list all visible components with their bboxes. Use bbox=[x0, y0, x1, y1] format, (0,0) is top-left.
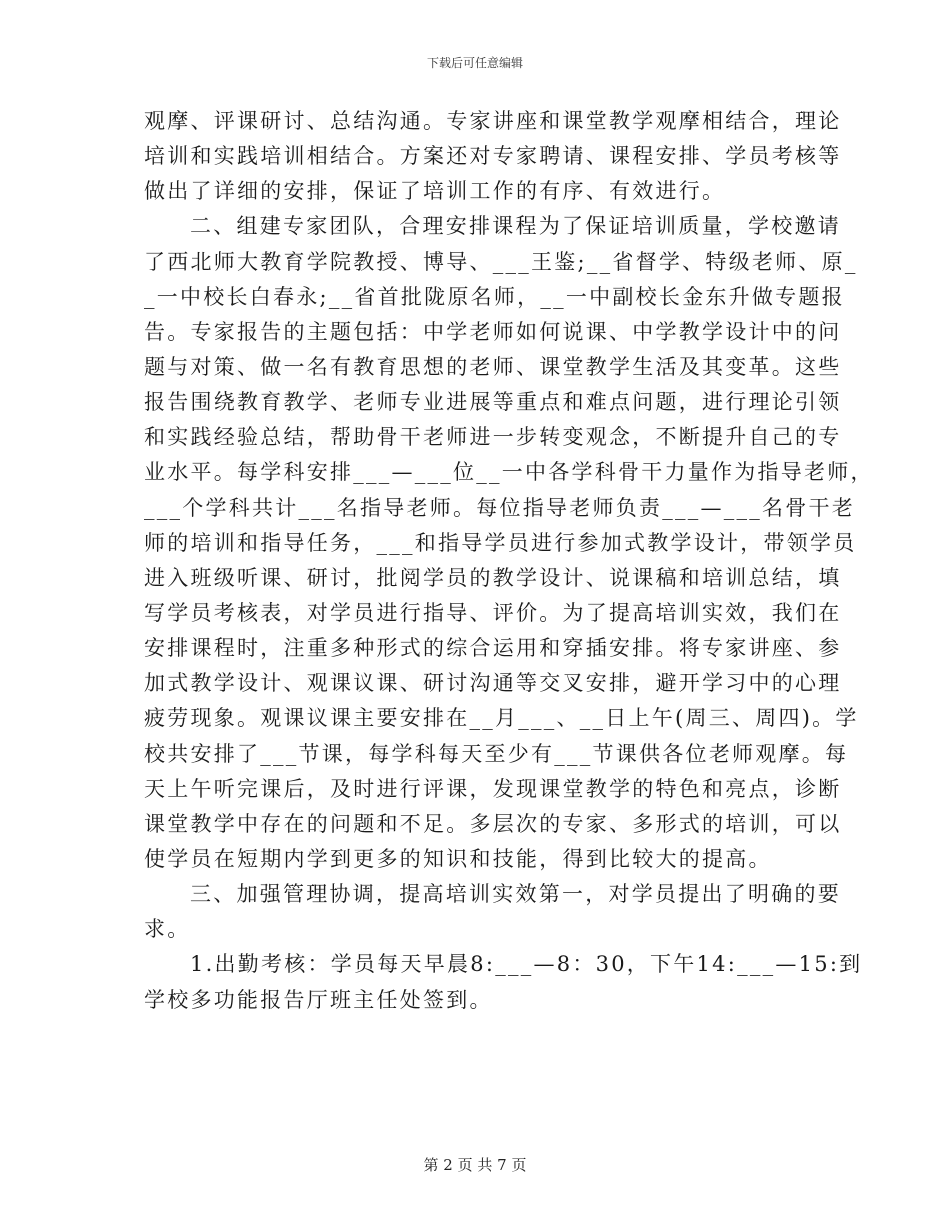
page-number-footer: 第 2 页 共 7 页 bbox=[423, 1156, 527, 1174]
text-line: 学校多功能报告厅班主任处签到。 bbox=[144, 987, 493, 1012]
text-line: 天上午听完课后，及时进行评课，发现课堂教学的特色和亮点，诊断 bbox=[144, 776, 842, 801]
text-line: 使学员在短期内学到更多的知识和技能，得到比较大的提高。 bbox=[144, 846, 772, 871]
text-line: 培训和实践培训相结合。方案还对专家聘请、课程安排、学员考核等 bbox=[144, 144, 842, 169]
section-heading-2: 二、组建专家团队，合理安排课程为了保证培训质量，学校邀请 bbox=[190, 214, 841, 239]
text-line: _一中校长白春永;__省首批陇原名师，__一中副校长金东升做专题报 bbox=[144, 284, 845, 309]
text-line: 观摩、评课研讨、总结沟通。专家讲座和课堂教学观摩相结合，理论 bbox=[144, 109, 842, 133]
text-line: 进入班级听课、研讨，批阅学员的教学设计、说课稿和培训总结，填 bbox=[144, 565, 842, 590]
text-line: 做出了详细的安排，保证了培训工作的有序、有效进行。 bbox=[144, 179, 726, 204]
text-line: 安排课程时，注重多种形式的综合运用和穿插安排。将专家讲座、参 bbox=[144, 636, 842, 661]
text-line: 业水平。每学科安排___—___位__一中各学科骨干力量作为指导老师， bbox=[144, 460, 874, 485]
text-line: 了西北师大教育学院教授、博导、___王鉴;__省督学、特级老师、原_ bbox=[144, 249, 858, 274]
text-line: ___个学科共计___名指导老师。每位指导老师负责___—___名骨干老 bbox=[144, 495, 855, 520]
document-body bbox=[144, 105, 874, 1019]
text-line: 课堂教学中存在的问题和不足。多层次的专家、多形式的培训，可以 bbox=[144, 811, 842, 836]
text-line: 加式教学设计、观课议课、研讨沟通等交叉安排，避开学习中的心理 bbox=[144, 671, 842, 696]
text-line: 写学员考核表，对学员进行指导、评价。为了提高培训实效，我们在 bbox=[144, 600, 842, 625]
list-item-attendance: 1.出勤考核：学员每天早晨8:___—8：30，下午14:___—15:到 bbox=[190, 952, 863, 977]
text-line: 校共安排了___节课，每学科每天至少有___节课供各位老师观摩。每 bbox=[144, 741, 849, 766]
page-header: 下载后可任意编辑 bbox=[426, 56, 523, 70]
section-heading-3: 三、加强管理协调，提高培训实效第一，对学员提出了明确的要 bbox=[190, 882, 841, 907]
text-line: 报告围绕教育教学、老师专业进展等重点和难点问题，进行理论引领 bbox=[144, 390, 842, 415]
text-line: 题与对策、做一名有教育思想的老师、课堂教学生活及其变革。这些 bbox=[144, 354, 842, 379]
text-line: 和实践经验总结，帮助骨干老师进一步转变观念，不断提升自己的专 bbox=[144, 425, 842, 450]
text-line: 师的培训和指导任务，___和指导学员进行参加式教学设计，带领学员 bbox=[144, 530, 857, 555]
text-line: 求。 bbox=[144, 917, 191, 942]
text-line: 疲劳现象。观课议课主要安排在__月___、__日上午(周三、周四)。学 bbox=[144, 706, 859, 731]
text-line: 告。专家报告的主题包括：中学老师如何说课、中学教学设计中的问 bbox=[144, 319, 842, 344]
